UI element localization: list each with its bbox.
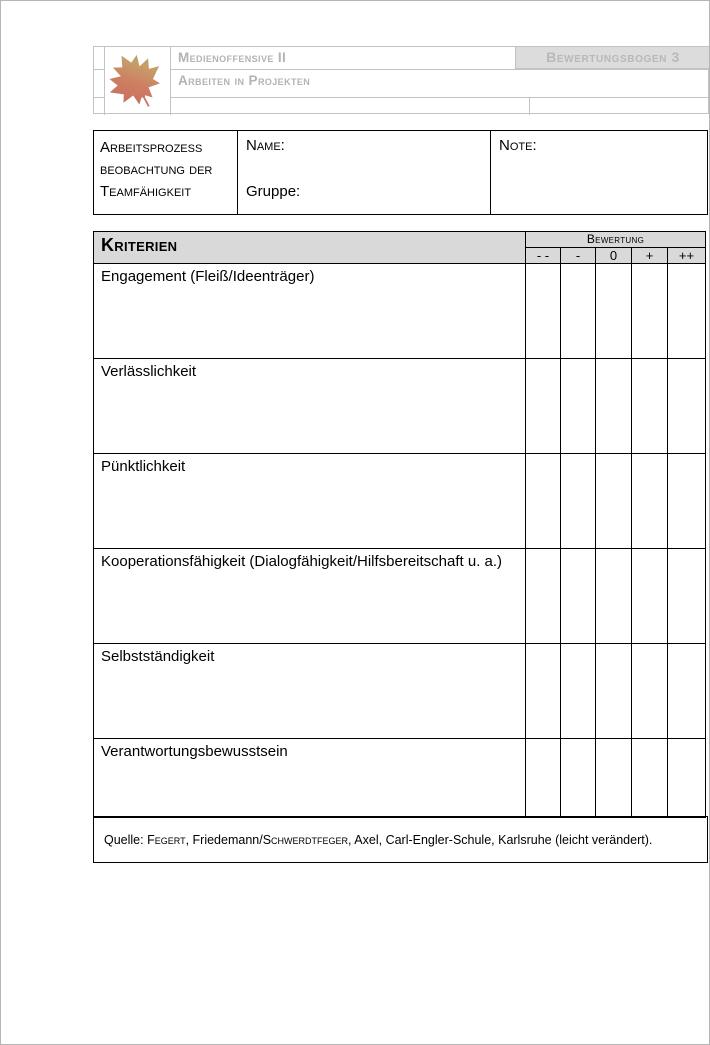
rating-cell[interactable] [596,454,632,549]
rating-cell[interactable] [668,644,705,739]
note-input-area[interactable] [551,133,701,209]
rating-scale-cell: + [632,248,668,264]
criterion-label: Selbstständigkeit [94,644,526,739]
rating-header: Bewertung [526,232,705,248]
rating-cell[interactable] [632,264,668,359]
rating-cell[interactable] [561,359,596,454]
note-cell [490,131,707,214]
rating-scale-cell: 0 [596,248,632,264]
maple-leaf-logo [101,48,169,114]
divider [529,97,530,115]
name-label: Name: [246,137,285,154]
source-name-1: Fegert [147,832,186,847]
rating-cell[interactable] [561,454,596,549]
rating-cell[interactable] [596,549,632,644]
program-title: Medienoffensive II [178,50,287,65]
rating-cell[interactable] [526,549,561,644]
info-table [93,130,708,215]
rating-cell[interactable] [526,739,561,817]
criterion-label: Kooperationsfähigkeit (Dialogfähigkeit/Hilfsbereitschaft u. a.) [94,549,526,644]
criterion-label: Verantwortungsbewusstsein [94,739,526,817]
note-label: Note: [499,137,537,154]
rating-cell[interactable] [668,264,705,359]
rating-cell[interactable] [632,549,668,644]
rating-scale-cell: ++ [668,248,705,264]
group-input-area[interactable] [308,179,478,209]
rating-cell[interactable] [596,359,632,454]
rating-scale-cell: - - [526,248,561,264]
rating-cell[interactable] [668,549,705,644]
rating-cell[interactable] [561,644,596,739]
criterion-label: Pünktlichkeit [94,454,526,549]
rating-cell[interactable] [561,549,596,644]
criterion-label: Engagement (Fleiß/Ideenträger) [94,264,526,359]
rating-cell[interactable] [526,454,561,549]
rating-cell[interactable] [526,264,561,359]
criteria-header: Kriterien [94,232,526,264]
divider [170,69,708,70]
rating-cell[interactable] [526,644,561,739]
sheet-badge: Bewertungsbogen 3 [515,47,710,69]
rating-cell[interactable] [632,359,668,454]
rating-scale-cell: - [561,248,596,264]
rating-cell[interactable] [632,454,668,549]
rating-cell[interactable] [561,264,596,359]
rating-cell[interactable] [632,739,668,817]
divider [170,47,171,115]
info-label: Arbeitsprozess beobachtung der Teamfähigkeit [100,139,213,200]
criteria-table [93,231,706,818]
name-input-area[interactable] [298,133,478,163]
source-name-2: Schwerdtfeger [262,832,349,847]
rating-cell[interactable] [596,739,632,817]
rating-cell[interactable] [596,644,632,739]
source-mid: , Friedemann/ [185,832,263,847]
program-subtitle: Arbeiten in Projekten [178,73,311,88]
header-logo-table [93,46,709,114]
criterion-label: Verlässlichkeit [94,359,526,454]
rating-cell[interactable] [668,739,705,817]
rating-cell[interactable] [668,359,705,454]
rating-cell[interactable] [632,644,668,739]
group-label: Gruppe: [246,183,301,200]
name-group-cell [237,131,490,214]
rating-cell[interactable] [561,739,596,817]
source-rest: , Axel, Carl-Engler-Schule, Karlsruhe (leicht verändert). [348,832,653,847]
rating-cell[interactable] [526,359,561,454]
source-note [93,816,708,863]
source-prefix: Quelle: [104,832,148,847]
rating-cell[interactable] [596,264,632,359]
rating-cell[interactable] [668,454,705,549]
divider [170,97,708,98]
